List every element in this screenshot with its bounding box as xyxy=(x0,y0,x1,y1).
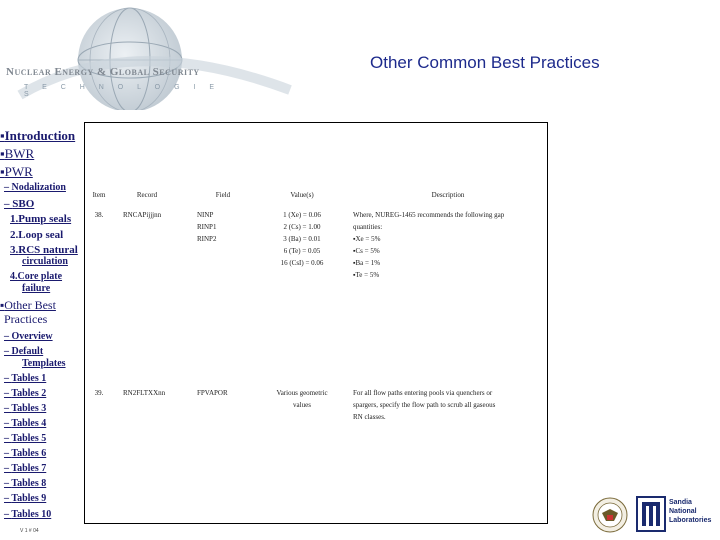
sandia-name xyxy=(669,498,711,525)
value-entry: Various geometric xyxy=(276,389,328,397)
row1-values xyxy=(255,209,349,269)
sidebar-item-label: Tables 8 xyxy=(11,478,47,489)
logo-subtitle: T E C H N O L O G I E S xyxy=(24,84,221,98)
doe-seal-icon xyxy=(592,497,628,533)
row2-values xyxy=(255,387,349,411)
description-line: RN classes. xyxy=(353,413,386,421)
header-item: Item xyxy=(92,191,106,199)
sandia-line: National xyxy=(669,508,697,515)
sidebar-item-sbo[interactable]: – SBO xyxy=(4,198,35,210)
logo-banner: Nuclear Energy & Global Security xyxy=(6,66,200,78)
sidebar-item-label: Tables 9 xyxy=(11,493,47,504)
sidebar-item-tables-1[interactable]: – Tables 1 xyxy=(4,373,47,384)
sidebar-item-label: Tables 4 xyxy=(11,418,47,429)
sidebar-item-pwr[interactable]: ▪PWR xyxy=(0,164,33,179)
sidebar-item-tables-6[interactable]: – Tables 6 xyxy=(4,448,47,459)
sidebar-item-label: Nodalization xyxy=(11,182,66,193)
value-entry: 6 (Te) = 0.05 xyxy=(283,247,321,255)
row2-description xyxy=(353,387,543,423)
description-line: ▪Te = 5% xyxy=(353,271,380,279)
row1-fields xyxy=(197,209,257,245)
sidebar-item-bwr[interactable]: ▪BWR xyxy=(0,146,35,161)
sidebar-item-other-best-practices-cont[interactable] xyxy=(4,312,47,327)
sidebar-item-label: Tables 7 xyxy=(11,463,47,474)
logo xyxy=(0,0,300,110)
sidebar-item-label: SBO xyxy=(12,198,35,210)
sidebar-item-label: Core plate xyxy=(17,271,63,282)
sidebar-item-label: Other Best xyxy=(4,298,56,312)
sidebar-item-default-templates-cont[interactable] xyxy=(22,358,66,369)
header-values: Value(s) xyxy=(290,191,314,199)
sidebar-item-label: circulation xyxy=(22,256,68,267)
sidebar-item-label: BWR xyxy=(4,146,35,161)
sidebar-item-default-templates[interactable]: – Default xyxy=(4,346,44,357)
sidebar-item-label: Default xyxy=(11,346,44,357)
value-entry: values xyxy=(293,401,311,409)
sidebar-item-label: Templates xyxy=(22,358,66,369)
sidebar-item-label: Pump seals xyxy=(18,213,72,225)
sandia-logo-icon xyxy=(636,496,666,532)
description-line: Where, NUREG-1465 recommends the following gap xyxy=(353,211,505,219)
row2-fields xyxy=(197,387,257,399)
sidebar-item-tables-9[interactable]: – Tables 9 xyxy=(4,493,47,504)
sidebar-item-tables-4[interactable]: – Tables 4 xyxy=(4,418,47,429)
sidebar-item-label: Tables 2 xyxy=(11,388,47,399)
row1-item: 38. xyxy=(94,211,104,219)
sidebar-item-tables-7[interactable]: – Tables 7 xyxy=(4,463,47,474)
value-entry: 2 (Cs) = 1.00 xyxy=(283,223,321,231)
sidebar-item-nodalization[interactable]: – Nodalization xyxy=(4,182,66,193)
page-title: Other Common Best Practices xyxy=(370,53,600,72)
value-entry: 1 (Xe) = 0.06 xyxy=(283,211,321,219)
sidebar-item-loop-seal[interactable]: 2.Loop seal xyxy=(10,229,64,241)
sidebar-item-other-best-practices[interactable]: ▪Other Best xyxy=(0,298,56,312)
sidebar-item-label: PWR xyxy=(4,164,33,179)
field-value: NINP xyxy=(197,211,214,219)
sidebar-item-label: failure xyxy=(22,283,51,294)
row2-item: 39. xyxy=(94,389,104,397)
sidebar-item-label: Tables 3 xyxy=(11,403,47,414)
sidebar-item-overview[interactable]: – Overview xyxy=(4,331,53,342)
sidebar-item-tables-3[interactable]: – Tables 3 xyxy=(4,403,47,414)
description-line: For all flow paths entering pools via quenchers or xyxy=(353,389,493,397)
field-value: RINP1 xyxy=(197,223,217,231)
sidebar-item-label: Tables 1 xyxy=(11,373,47,384)
field-value: RINP2 xyxy=(197,235,217,243)
sandia-line: Sandia xyxy=(669,499,692,506)
sidebar-item-core-plate-cont[interactable] xyxy=(22,283,50,294)
slide-number: V 1 # 04 xyxy=(20,528,39,534)
sidebar-item-rcs-natural-cont[interactable] xyxy=(22,256,68,267)
sandia-line: Laboratories xyxy=(669,517,712,524)
description-line: spargers, specify the flow path to scrub all gaseous xyxy=(353,401,496,409)
sidebar-item-tables-2[interactable]: – Tables 2 xyxy=(4,388,47,399)
sidebar-item-label: Overview xyxy=(11,331,53,342)
row2-record: RN2FLTXXnn xyxy=(123,389,166,397)
sidebar-item-rcs-natural[interactable]: 3.RCS natural xyxy=(10,244,78,256)
sidebar-item-tables-5[interactable]: – Tables 5 xyxy=(4,433,47,444)
sidebar-item-label: Tables 10 xyxy=(11,509,52,520)
sidebar-item-label: Tables 6 xyxy=(11,448,47,459)
sidebar-item-label: Tables 5 xyxy=(11,433,47,444)
sidebar-item-tables-10[interactable]: – Tables 10 xyxy=(4,509,52,520)
sidebar-item-label: Loop seal xyxy=(18,229,64,241)
description-line: ▪Xe = 5% xyxy=(353,235,381,243)
field-value: FPVAPOR xyxy=(197,389,228,397)
description-line: ▪Cs = 5% xyxy=(353,247,380,255)
description-line: quantities: xyxy=(353,223,383,231)
sidebar-item-tables-8[interactable]: – Tables 8 xyxy=(4,478,47,489)
row1-description xyxy=(353,209,543,281)
description-line: ▪Ba = 1% xyxy=(353,259,381,267)
sidebar-item-core-plate[interactable]: 4.Core plate xyxy=(10,271,63,282)
row1-record: RNCAPijjjnn xyxy=(123,211,162,219)
sidebar-item-label: RCS natural xyxy=(18,244,78,256)
sidebar-item-label: Introduction xyxy=(4,128,76,143)
header-description: Description xyxy=(431,191,465,199)
best-practices-table xyxy=(84,122,548,524)
sidebar-item-pump-seals[interactable]: 1.Pump seals xyxy=(10,213,72,225)
header-record: Record xyxy=(136,191,158,199)
value-entry: 3 (Ba) = 0.01 xyxy=(283,235,321,243)
header-field: Field xyxy=(215,191,231,199)
sidebar-item-label: Practices xyxy=(4,312,48,326)
sidebar-item-introduction[interactable]: ▪Introduction xyxy=(0,128,76,143)
value-entry: 16 (CsI) = 0.06 xyxy=(280,259,324,267)
